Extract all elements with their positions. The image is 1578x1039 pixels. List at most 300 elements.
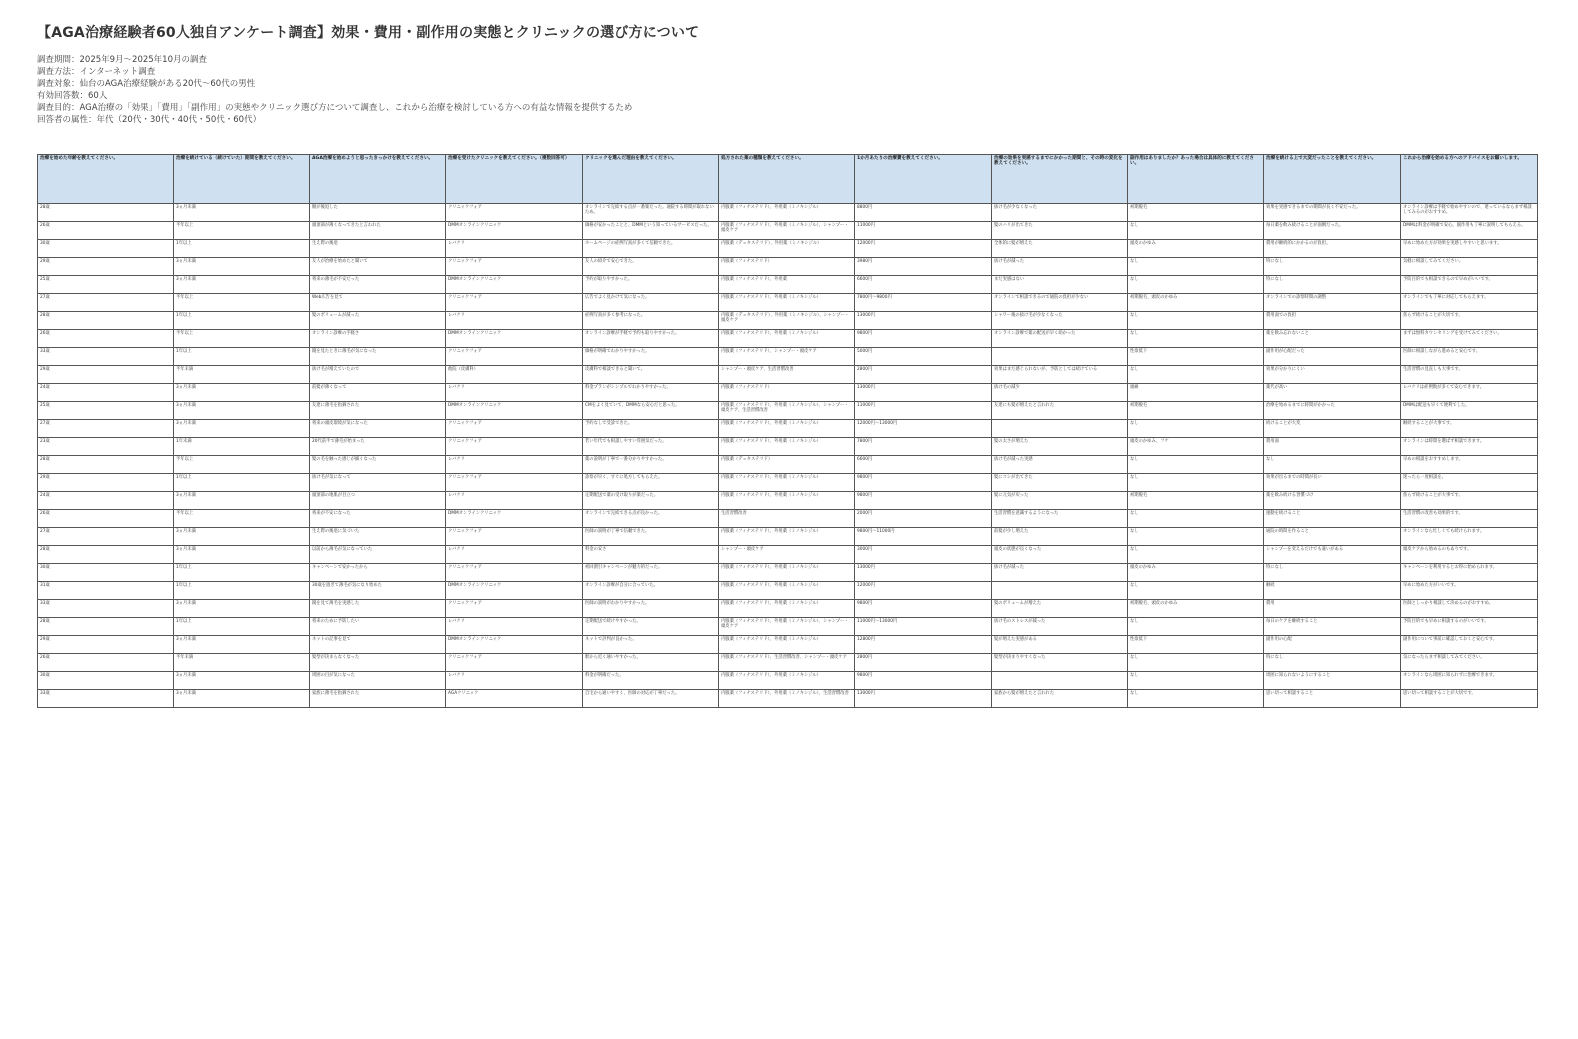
cell-clinic: クリニックフォア [446, 258, 583, 276]
cell-cost: 11000円 [855, 222, 992, 240]
cell-cost: 13000円 [855, 564, 992, 582]
cell-age: 29歳 [38, 474, 174, 492]
cell-clinic: クリニックフォア [446, 474, 583, 492]
cell-clinic: DMMオンラインクリニック [446, 276, 583, 294]
cell-age: 33歳 [38, 348, 174, 366]
cell-clinic: DMMオンラインクリニック [446, 402, 583, 420]
cell-age: 24歳 [38, 384, 174, 402]
table-row [38, 528, 1538, 546]
cell-clinic: クリニックフォア [446, 564, 583, 582]
cell-cost: 6600円 [855, 276, 992, 294]
cell-difficulty: 思い切って相談すること [1264, 690, 1401, 708]
cell-period: 3ヵ月未満 [174, 636, 310, 654]
cell-advice: 生活習慣の改善も効果的です。 [1401, 510, 1538, 528]
document-page [37, 22, 1537, 696]
cell-reason: オンラインで完結できる点が良かった。 [583, 510, 719, 528]
cell-medicine: 内服薬（フィナステリド）、外用薬（ミノキシジル） [719, 564, 855, 582]
cell-medicine: 内服薬（フィナステリド） [719, 258, 855, 276]
cell-medicine: 内服薬（デュタステリド）、外用薬（ミノキシジル） [719, 240, 855, 258]
cell-reason: オンラインで完結する点が一番楽だった。通院する時間が取れないため。 [583, 204, 719, 222]
cell-reason: 広告でよく見かけて気になった。 [583, 294, 719, 312]
cell-reason: 予約なしで受診できた。 [583, 420, 719, 438]
cell-difficulty: 継続 [1264, 582, 1401, 600]
cell-trigger: 家族に薄毛を指摘された [310, 690, 446, 708]
cell-clinic: レバクリ [446, 618, 583, 636]
table-row [38, 546, 1538, 564]
cell-reason: 若い年代でも相談しやすい雰囲気だった。 [583, 438, 719, 456]
table-row [38, 456, 1538, 474]
page-title: 【AGA治療経験者60人独自アンケート調査】効果・費用・副作用の実態とクリニックの選び方について [37, 25, 700, 41]
cell-difficulty: 費用面での負担 [1264, 312, 1401, 330]
cell-side-effect: なし [1128, 366, 1264, 384]
cell-difficulty: 副作用が心配だった [1264, 348, 1401, 366]
cell-difficulty: 特になし [1264, 258, 1401, 276]
cell-trigger: 頭頂部が薄くなってきたと言われた [310, 222, 446, 240]
cell-trigger: 髪のボリュームが減った [310, 312, 446, 330]
cell-period: 3ヵ月未満 [174, 384, 310, 402]
cell-advice: 生活習慣の見直しも大事です。 [1401, 366, 1538, 384]
cell-trigger: 友達に薄毛を指摘された [310, 402, 446, 420]
cell-reason: オンライン診療が自分に合っていた。 [583, 582, 719, 600]
table-row [38, 330, 1538, 348]
cell-cost: 11000円 [855, 402, 992, 420]
table-row [38, 204, 1538, 222]
cell-medicine: 内服薬（フィナステリド）、外用薬（ミノキシジル） [719, 474, 855, 492]
cell-reason: オンライン診療が手軽で予約も取りやすかった。 [583, 330, 719, 348]
table-header-row [38, 155, 1538, 204]
cell-advice: 予防目的でも早めに相談するのがいいです。 [1401, 618, 1538, 636]
cell-clinic: レバクリ [446, 546, 583, 564]
cell-side-effect: なし [1128, 258, 1264, 276]
meta-target: 調査対象：仙台のAGA治療経験がある20代～60代の男性 [37, 79, 256, 89]
cell-reason: 薬の説明が丁寧で一番分かりやすかった。 [583, 456, 719, 474]
cell-clinic: レバクリ [446, 492, 583, 510]
cell-age: 29歳 [38, 366, 174, 384]
cell-side-effect: 初期脱毛 [1128, 204, 1264, 222]
meta-method: 調査方法：インターネット調査 [37, 67, 156, 77]
cell-period: 3ヵ月未満 [174, 492, 310, 510]
cell-effect: 抜け毛の減少 [992, 384, 1128, 402]
cell-effect [992, 582, 1128, 600]
cell-age: 27歳 [38, 420, 174, 438]
header-side-effect: 副作用はありましたか？あった場合は具体的に教えてください。 [1128, 155, 1264, 204]
cell-cost: 13000円 [855, 384, 992, 402]
cell-cost: 12000円 [855, 582, 992, 600]
survey-meta [37, 54, 1537, 126]
cell-cost: 9800円 [855, 672, 992, 690]
table-row [38, 402, 1538, 420]
cell-advice: まずは無料カウンセリングを受けてみてください。 [1401, 330, 1538, 348]
cell-age: 29歳 [38, 636, 174, 654]
cell-age: 25歳 [38, 402, 174, 420]
cell-medicine: 内服薬（フィナステリド）、外用薬（ミノキシジル） [719, 636, 855, 654]
cell-effect: オンラインで相談できるので通院の負担が少ない [992, 294, 1128, 312]
cell-clinic: レバクリ [446, 312, 583, 330]
cell-difficulty: 副作用の心配 [1264, 636, 1401, 654]
cell-trigger: 額が後退した [310, 204, 446, 222]
cell-cost: 9800円～11000円 [855, 528, 992, 546]
cell-reason: 友人の紹介で安心できた。 [583, 258, 719, 276]
cell-cost: 13000円 [855, 312, 992, 330]
cell-trigger: 以前から薄毛が気になっていた [310, 546, 446, 564]
cell-advice: 焦らず続けることが大切です。 [1401, 312, 1538, 330]
cell-advice: キャンペーンを利用するとお得に始められます。 [1401, 564, 1538, 582]
cell-effect: シャワー後の抜け毛が少なくなった [992, 312, 1128, 330]
cell-trigger: 髪の毛を触った感じが細くなった [310, 456, 446, 474]
cell-trigger: 将来の頭皮環境が気になった [310, 420, 446, 438]
cell-clinic: クリニックフォア [446, 600, 583, 618]
cell-cost: 12800円 [855, 636, 992, 654]
cell-trigger: 将来の薄毛が不安だった [310, 276, 446, 294]
cell-trigger: ネットの記事を見て [310, 636, 446, 654]
header-age: 治療を始めた年齢を教えてください。 [38, 155, 174, 204]
cell-clinic: クリニックフォア [446, 294, 583, 312]
cell-period: 3ヵ月未満 [174, 690, 310, 708]
cell-age: 30歳 [38, 564, 174, 582]
table-row [38, 564, 1538, 582]
table-row [38, 312, 1538, 330]
cell-reason: 自宅から通いやすく、医師の対応が丁寧だった。 [583, 690, 719, 708]
survey-table [37, 154, 1538, 708]
cell-reason: 医師の説明がわかりやすかった。 [583, 600, 719, 618]
cell-cost: 12000円 [855, 240, 992, 258]
table-row [38, 618, 1538, 636]
cell-medicine: 内服薬（デュタステリド）、外用薬（ミノキシジル）、シャンプー・頭皮ケア [719, 312, 855, 330]
cell-side-effect: 頭痛 [1128, 384, 1264, 402]
cell-clinic: DMMオンラインクリニック [446, 636, 583, 654]
cell-period: 3ヵ月未満 [174, 600, 310, 618]
cell-effect: オンライン診療で薬の配送が早く助かった [992, 330, 1128, 348]
table-row [38, 348, 1538, 366]
cell-age: 28歳 [38, 618, 174, 636]
cell-period: 半年未満 [174, 366, 310, 384]
cell-side-effect: なし [1128, 510, 1264, 528]
meta-respondents: 有効回答数：60人 [37, 91, 108, 101]
cell-age: 23歳 [38, 438, 174, 456]
cell-period: 3ヵ月未満 [174, 402, 310, 420]
cell-clinic: クリニックフォア [446, 528, 583, 546]
cell-effect: 頭皮の状態が良くなった [992, 546, 1128, 564]
cell-cost: 11000円～13000円 [855, 618, 992, 636]
cell-medicine: 内服薬（フィナステリド）、外用薬（ミノキシジル）、シャンプー・頭皮ケア [719, 222, 855, 240]
cell-medicine: 内服薬（フィナステリド）、外用薬（ミノキシジル） [719, 600, 855, 618]
cell-medicine: シャンプー・頭皮ケア、生活習慣改善 [719, 366, 855, 384]
cell-medicine: 内服薬（フィナステリド）、外用薬（ミノキシジル） [719, 438, 855, 456]
cell-reason: 医師の説明が丁寧で信頼できた。 [583, 528, 719, 546]
header-difficulty: 治療を続ける上で大変だったことを教えてください。 [1264, 155, 1401, 204]
cell-effect: 髪のボリュームが増えた [992, 600, 1128, 618]
cell-difficulty: 特になし [1264, 564, 1401, 582]
table-row [38, 276, 1538, 294]
table-row [38, 654, 1538, 672]
cell-side-effect: 初期脱毛、頭皮のかゆみ [1128, 294, 1264, 312]
cell-difficulty: なし [1264, 456, 1401, 474]
cell-effect: 抜け毛が減った [992, 564, 1128, 582]
cell-side-effect: 初期脱毛、頭皮のかゆみ [1128, 600, 1264, 618]
cell-advice: レバクリは症例数が多くて安心できます。 [1401, 384, 1538, 402]
cell-clinic: クリニックフォア [446, 438, 583, 456]
cell-side-effect: なし [1128, 582, 1264, 600]
table-row [38, 492, 1538, 510]
table-row [38, 294, 1538, 312]
cell-medicine: 内服薬（フィナステリド）、外用薬（ミノキシジル） [719, 582, 855, 600]
table-row [38, 240, 1538, 258]
cell-medicine: 内服薬（フィナステリド）、外用薬（ミノキシジル）、シャンプー・頭皮ケア、生活習慣改善 [719, 402, 855, 420]
cell-effect: 効果はまだ感じられないが、予防としては続けている [992, 366, 1128, 384]
cell-trigger: オンライン診療の手軽さ [310, 330, 446, 348]
cell-age: 27歳 [38, 294, 174, 312]
table-row [38, 366, 1538, 384]
table-body [38, 204, 1538, 708]
cell-period: 1年以上 [174, 582, 310, 600]
meta-purpose: 調査目的：AGA治療の「効果」「費用」「副作用」の実態やクリニック選び方について調査し、これから治療を検討している方への有益な情報を提供するため [37, 103, 633, 113]
cell-trigger: 鏡を見たときに薄毛が気になった [310, 348, 446, 366]
cell-cost: 8800円 [855, 204, 992, 222]
cell-effect: 髪が増えた実感がある [992, 636, 1128, 654]
cell-medicine: 内服薬（フィナステリド）、外用薬（ミノキシジル） [719, 330, 855, 348]
cell-reason: 料金の安さ [583, 546, 719, 564]
header-effect: 治療の効果を実感するまでにかかった期間と、その時の変化を教えてください。 [992, 155, 1128, 204]
cell-side-effect: なし [1128, 618, 1264, 636]
cell-cost: 9800円 [855, 492, 992, 510]
cell-difficulty: 費用 [1264, 600, 1401, 618]
table-row [38, 420, 1538, 438]
cell-advice: 副作用について事前に確認しておくと安心です。 [1401, 636, 1538, 654]
cell-clinic: DMMオンラインクリニック [446, 330, 583, 348]
table-row [38, 258, 1538, 276]
cell-cost: 7800円 [855, 438, 992, 456]
cell-medicine: 内服薬（フィナステリド）、外用薬 [719, 276, 855, 294]
cell-side-effect: なし [1128, 312, 1264, 330]
table-row [38, 582, 1538, 600]
cell-clinic: レバクリ [446, 672, 583, 690]
cell-trigger: 鏡を見て薄毛を実感した [310, 600, 446, 618]
cell-effect: 前髪が少し増えた [992, 528, 1128, 546]
cell-advice: 医師としっかり相談して決めるのがおすすめ。 [1401, 600, 1538, 618]
cell-trigger: 前髪が薄くなって [310, 384, 446, 402]
header-period: 治療を続けている（続けていた）期間を教えてください。 [174, 155, 310, 204]
cell-period: 3ヵ月未満 [174, 528, 310, 546]
cell-period: 3ヵ月未満 [174, 420, 310, 438]
cell-advice: 早めの相談をおすすめします。 [1401, 456, 1538, 474]
cell-effect [992, 672, 1128, 690]
cell-advice: DMMは料金が明確で安心。副作用も丁寧に説明してもらえる。 [1401, 222, 1538, 240]
cell-side-effect: なし [1128, 654, 1264, 672]
cell-side-effect: なし [1128, 222, 1264, 240]
header-advice: これから治療を始める方へのアドバイスをお願いします。 [1401, 155, 1538, 204]
cell-clinic: レバクリ [446, 240, 583, 258]
cell-effect: 生活習慣を意識するようになった [992, 510, 1128, 528]
cell-advice: 医師に相談しながら進めると安心です。 [1401, 348, 1538, 366]
cell-period: 3ヵ月未満 [174, 204, 310, 222]
cell-clinic: クリニックフォア [446, 348, 583, 366]
cell-medicine: シャンプー・頭皮ケア [719, 546, 855, 564]
cell-advice: 頭皮ケアから始めるのもありです。 [1401, 546, 1538, 564]
cell-age: 24歳 [38, 492, 174, 510]
cell-reason: 価格が安かったことと、DMMという知っているサービスだった。 [583, 222, 719, 240]
cell-difficulty: シャンプーを変えるだけでも違いがある [1264, 546, 1401, 564]
cell-side-effect: 初期脱毛 [1128, 402, 1264, 420]
cell-age: 26歳 [38, 222, 174, 240]
cell-difficulty: 効果が分かりにくい [1264, 366, 1401, 384]
cell-period: 1年未満 [174, 438, 310, 456]
cell-difficulty: 通院の時間を作ること [1264, 528, 1401, 546]
table-row [38, 438, 1538, 456]
cell-reason: 定期配送で続けやすかった。 [583, 618, 719, 636]
cell-period: 1年以上 [174, 240, 310, 258]
cell-period: 1年以上 [174, 564, 310, 582]
cell-trigger: 髪型が決まらなくなった [310, 654, 446, 672]
cell-age: 30歳 [38, 240, 174, 258]
cell-age: 28歳 [38, 312, 174, 330]
cell-difficulty: 特になし [1264, 276, 1401, 294]
cell-clinic: DMMオンラインクリニック [446, 510, 583, 528]
cell-cost: 2800円 [855, 366, 992, 384]
cell-period: 半年以上 [174, 456, 310, 474]
cell-age: 26歳 [38, 654, 174, 672]
cell-trigger: Web広告を見て [310, 294, 446, 312]
cell-trigger: 生え際の後退 [310, 240, 446, 258]
cell-clinic: 他院（皮膚科） [446, 366, 583, 384]
cell-side-effect: なし [1128, 690, 1264, 708]
cell-advice: 思い切って相談することが大切です。 [1401, 690, 1538, 708]
cell-medicine: 内服薬（フィナステリド）、外用薬（ミノキシジル）、生活習慣改善 [719, 690, 855, 708]
cell-clinic: レバクリ [446, 456, 583, 474]
cell-medicine: 内服薬（フィナステリド） [719, 384, 855, 402]
cell-reason: 価格が明確でわかりやすかった。 [583, 348, 719, 366]
cell-reason: ホームページの症例写真が多くて信頼できた。 [583, 240, 719, 258]
cell-difficulty: 効果を実感できるまでの期間が長く不安だった。 [1264, 204, 1401, 222]
cell-period: 3ヵ月未満 [174, 546, 310, 564]
cell-medicine: 内服薬（フィナステリド）、外用薬（ミノキシジル） [719, 294, 855, 312]
table-row [38, 384, 1538, 402]
cell-cost: 6600円 [855, 456, 992, 474]
cell-difficulty: 周囲に知られないようにすること [1264, 672, 1401, 690]
cell-difficulty: 運動を続けること [1264, 510, 1401, 528]
cell-medicine: 内服薬（デュタステリド） [719, 456, 855, 474]
header-reason: クリニックを選んだ理由を教えてください。 [583, 155, 719, 204]
cell-cost: 9800円 [855, 600, 992, 618]
cell-advice: 予防目的でも相談できるので早めがいいです。 [1401, 276, 1538, 294]
header-medicine: 処方された薬の種類を教えてください。 [719, 155, 855, 204]
table-row [38, 690, 1538, 708]
cell-effect: 髪型が決まりやすくなった [992, 654, 1128, 672]
cell-side-effect: なし [1128, 546, 1264, 564]
cell-age: 27歳 [38, 528, 174, 546]
cell-reason: 皮膚科で相談できると聞いて。 [583, 366, 719, 384]
cell-medicine: 内服薬（フィナステリド）、外用薬（ミノキシジル） [719, 528, 855, 546]
cell-side-effect: なし [1128, 276, 1264, 294]
cell-age: 28歳 [38, 204, 174, 222]
cell-medicine: 内服薬（フィナステリド）、生活習慣改善、シャンプー・頭皮ケア [719, 654, 855, 672]
cell-advice: 早めに始めた方が効果を実感しやすいと思います。 [1401, 240, 1538, 258]
cell-side-effect: 頭皮のかゆみ [1128, 240, 1264, 258]
cell-medicine: 内服薬（フィナステリド）、外用薬（ミノキシジル） [719, 420, 855, 438]
cell-trigger: 将来が不安になった [310, 510, 446, 528]
cell-effect [992, 348, 1128, 366]
cell-age: 25歳 [38, 276, 174, 294]
cell-reason: CMをよく見ていて、DMMなら安心だと思った。 [583, 402, 719, 420]
cell-effect: 抜け毛が減った実感 [992, 456, 1128, 474]
cell-trigger: 生え際の後退に気づいた [310, 528, 446, 546]
cell-age: 26歳 [38, 510, 174, 528]
cell-clinic: クリニックフォア [446, 654, 583, 672]
cell-trigger: 友人が治療を始めたと聞いて [310, 258, 446, 276]
meta-attributes: 回答者の属性：年代（20代・30代・40代・50代・60代） [37, 115, 262, 125]
cell-advice: オンラインなら忙しくても続けられます。 [1401, 528, 1538, 546]
cell-reason: 料金が明確だった。 [583, 672, 719, 690]
cell-age: 28歳 [38, 456, 174, 474]
header-trigger: AGA治療を始めようと思ったきっかけを教えてください。 [310, 155, 446, 204]
cell-effect: 全体的に髪が増えた [992, 240, 1128, 258]
table-row [38, 222, 1538, 240]
cell-cost: 2000円 [855, 510, 992, 528]
cell-effect: 髪のハリが出てきた [992, 222, 1128, 240]
table-row [38, 636, 1538, 654]
cell-cost: 2800円 [855, 654, 992, 672]
cell-effect: 家族から髪が増えたと言われた [992, 690, 1128, 708]
cell-period: 半年以上 [174, 222, 310, 240]
cell-difficulty: 毎日薬を飲み続けることが面倒だった。 [1264, 222, 1401, 240]
cell-effect: 抜け毛が少なくなった [992, 204, 1128, 222]
cell-reason: 料金プランがシンプルでわかりやすかった。 [583, 384, 719, 402]
cell-trigger: 頭頂部の地肌が目立つ [310, 492, 446, 510]
cell-cost: 3980円 [855, 258, 992, 276]
cell-clinic: レバクリ [446, 384, 583, 402]
cell-effect: 友達にも髪が増えたと言われた [992, 402, 1128, 420]
cell-difficulty: 治療を始めるまでに時間がかかった [1264, 402, 1401, 420]
cell-difficulty: 薬を飲み続ける習慣づけ [1264, 492, 1401, 510]
cell-side-effect: 頭皮のかゆみ [1128, 564, 1264, 582]
cell-difficulty: 費用面 [1264, 438, 1401, 456]
cell-period: 半年以上 [174, 510, 310, 528]
cell-reason: 初回割引キャンペーンが魅力的だった。 [583, 564, 719, 582]
cell-advice: オンラインは時間を選ばず相談できます。 [1401, 438, 1538, 456]
cell-period: 3ヵ月未満 [174, 672, 310, 690]
header-clinic: 治療を受けたクリニックを教えてください。（複数回答可） [446, 155, 583, 204]
cell-advice: オンラインでも丁寧に対応してもらえます。 [1401, 294, 1538, 312]
cell-side-effect: なし [1128, 420, 1264, 438]
cell-advice: オンラインなら周囲に知られずに治療できます。 [1401, 672, 1538, 690]
cell-cost: 9800円 [855, 474, 992, 492]
cell-period: 半年未満 [174, 654, 310, 672]
cell-advice: 継続することが大事です。 [1401, 420, 1538, 438]
table-row [38, 600, 1538, 618]
cell-age: 28歳 [38, 546, 174, 564]
cell-difficulty: 薬を飲み忘れないこと [1264, 330, 1401, 348]
cell-reason: 予約が取りやすかった。 [583, 276, 719, 294]
cell-difficulty: 続けることが大変 [1264, 420, 1401, 438]
cell-effect [992, 420, 1128, 438]
cell-reason: 駅から近く通いやすかった。 [583, 654, 719, 672]
cell-side-effect: 性欲低下 [1128, 636, 1264, 654]
cell-advice: 気になったらまず相談してみてください。 [1401, 654, 1538, 672]
cell-reason: 診察が早く、すぐに処方してもらえた。 [583, 474, 719, 492]
cell-period: 1年以上 [174, 312, 310, 330]
cell-period: 1年以上 [174, 474, 310, 492]
cell-effect: 髪にコシが出てきた [992, 474, 1128, 492]
cell-effect: 抜け毛が減った [992, 258, 1128, 276]
cell-reason: 定期配送で薬の受け取りが楽だった。 [583, 492, 719, 510]
header-cost: 1か月あたりの治療費を教えてください。 [855, 155, 992, 204]
cell-trigger: 30歳を過ぎて薄毛が気になり始めた [310, 582, 446, 600]
cell-effect: 髪に元気が戻った [992, 492, 1128, 510]
cell-side-effect: 性欲低下 [1128, 348, 1264, 366]
cell-side-effect: なし [1128, 528, 1264, 546]
cell-cost: 3000円 [855, 546, 992, 564]
cell-side-effect: なし [1128, 456, 1264, 474]
cell-medicine: 生活習慣改善 [719, 510, 855, 528]
